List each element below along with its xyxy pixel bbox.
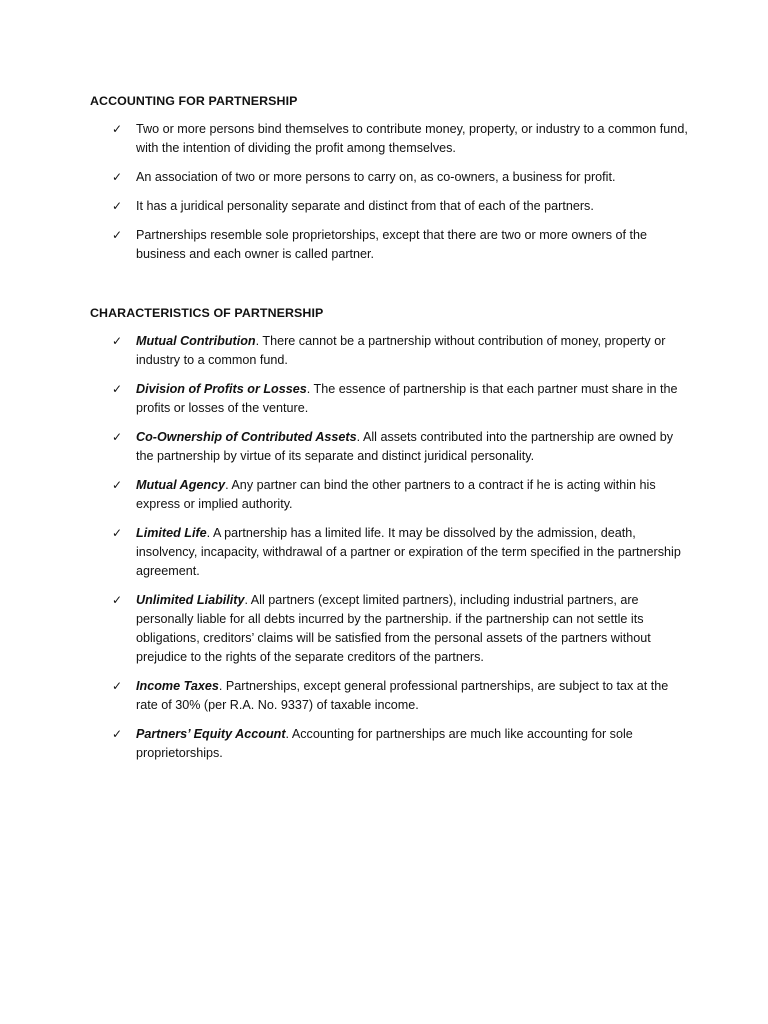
list-item bbox=[90, 226, 690, 264]
check-icon: ✓ bbox=[112, 228, 123, 242]
item-term: Mutual Agency bbox=[136, 478, 226, 492]
item-text: . Any partner can bind the other partners to a contract if he is acting within his express or implied authority. bbox=[136, 478, 656, 511]
item-text: . All partners (except limited partners), including industrial partners, are personally liable for all debts incurred by the partnership. if the partnership can not settle its obligations, creditors’ claims will be satisfied from the personal assets of the partners without prejudice to the rights of the separate creditors of the partners. bbox=[136, 593, 651, 664]
item-text: Partnerships resemble sole proprietorships, except that there are two or more owners of the business and each owner is called partner. bbox=[136, 228, 647, 261]
check-icon: ✓ bbox=[112, 199, 123, 213]
item-text: Two or more persons bind themselves to contribute money, property, or industry to a common fund, with the intention of dividing the profit among themselves. bbox=[136, 122, 688, 155]
item-text: . There cannot be a partnership without contribution of money, property or industry to a common fund. bbox=[136, 334, 666, 367]
list-item bbox=[90, 197, 690, 216]
item-term: Division of Profits or Losses bbox=[136, 382, 307, 396]
list-item bbox=[90, 120, 690, 158]
item-text: An association of two or more persons to carry on, as co-owners, a business for profit. bbox=[136, 170, 616, 184]
check-icon: ✓ bbox=[112, 727, 123, 741]
section-heading: CHARACTERISTICS OF PARTNERSHIP bbox=[90, 306, 324, 320]
check-icon: ✓ bbox=[112, 170, 123, 184]
check-icon: ✓ bbox=[112, 122, 123, 136]
section-characteristics-of-partnership bbox=[90, 304, 690, 763]
list-item bbox=[90, 428, 690, 466]
bullet-list bbox=[90, 332, 690, 763]
check-icon: ✓ bbox=[112, 430, 123, 444]
check-icon: ✓ bbox=[112, 526, 123, 540]
list-item bbox=[90, 591, 690, 667]
item-term: Income Taxes bbox=[136, 679, 219, 693]
item-text: . A partnership has a limited life. It may be dissolved by the admission, death, insolvency, incapacity, withdrawal of a partner or expiration of the term specified in the partnership agreement. bbox=[136, 526, 681, 578]
item-text: . All assets contributed into the partnership are owned by the partnership by virtue of its separate and distinct juridical personality. bbox=[136, 430, 674, 463]
item-text: . The essence of partnership is that each partner must share in the profits or losses of the venture. bbox=[136, 382, 678, 415]
bullet-list bbox=[90, 120, 690, 264]
list-item bbox=[90, 332, 690, 370]
list-item bbox=[90, 476, 690, 514]
check-icon: ✓ bbox=[112, 679, 123, 693]
section-spacer bbox=[90, 274, 690, 304]
item-term: Partners’ Equity Account bbox=[136, 727, 286, 741]
section-accounting-for-partnership bbox=[90, 92, 690, 264]
section-heading: ACCOUNTING FOR PARTNERSHIP bbox=[90, 94, 298, 108]
item-text: . Partnerships, except general professional partnerships, are subject to tax at the rate of 30% (per R.A. No. 9337) of taxable income. bbox=[136, 679, 669, 712]
check-icon: ✓ bbox=[112, 334, 123, 348]
item-term: Limited Life bbox=[136, 526, 207, 540]
item-term: Unlimited Liability bbox=[136, 593, 245, 607]
document-page bbox=[90, 92, 690, 773]
list-item bbox=[90, 168, 690, 187]
list-item bbox=[90, 524, 690, 581]
item-term: Mutual Contribution bbox=[136, 334, 256, 348]
list-item bbox=[90, 725, 690, 763]
check-icon: ✓ bbox=[112, 478, 123, 492]
list-item bbox=[90, 677, 690, 715]
list-item bbox=[90, 380, 690, 418]
item-text: . Accounting for partnerships are much like accounting for sole proprietorships. bbox=[136, 727, 633, 760]
item-text: It has a juridical personality separate and distinct from that of each of the partners. bbox=[136, 199, 594, 213]
item-term: Co-Ownership of Contributed Assets bbox=[136, 430, 357, 444]
check-icon: ✓ bbox=[112, 382, 123, 396]
check-icon: ✓ bbox=[112, 593, 123, 607]
